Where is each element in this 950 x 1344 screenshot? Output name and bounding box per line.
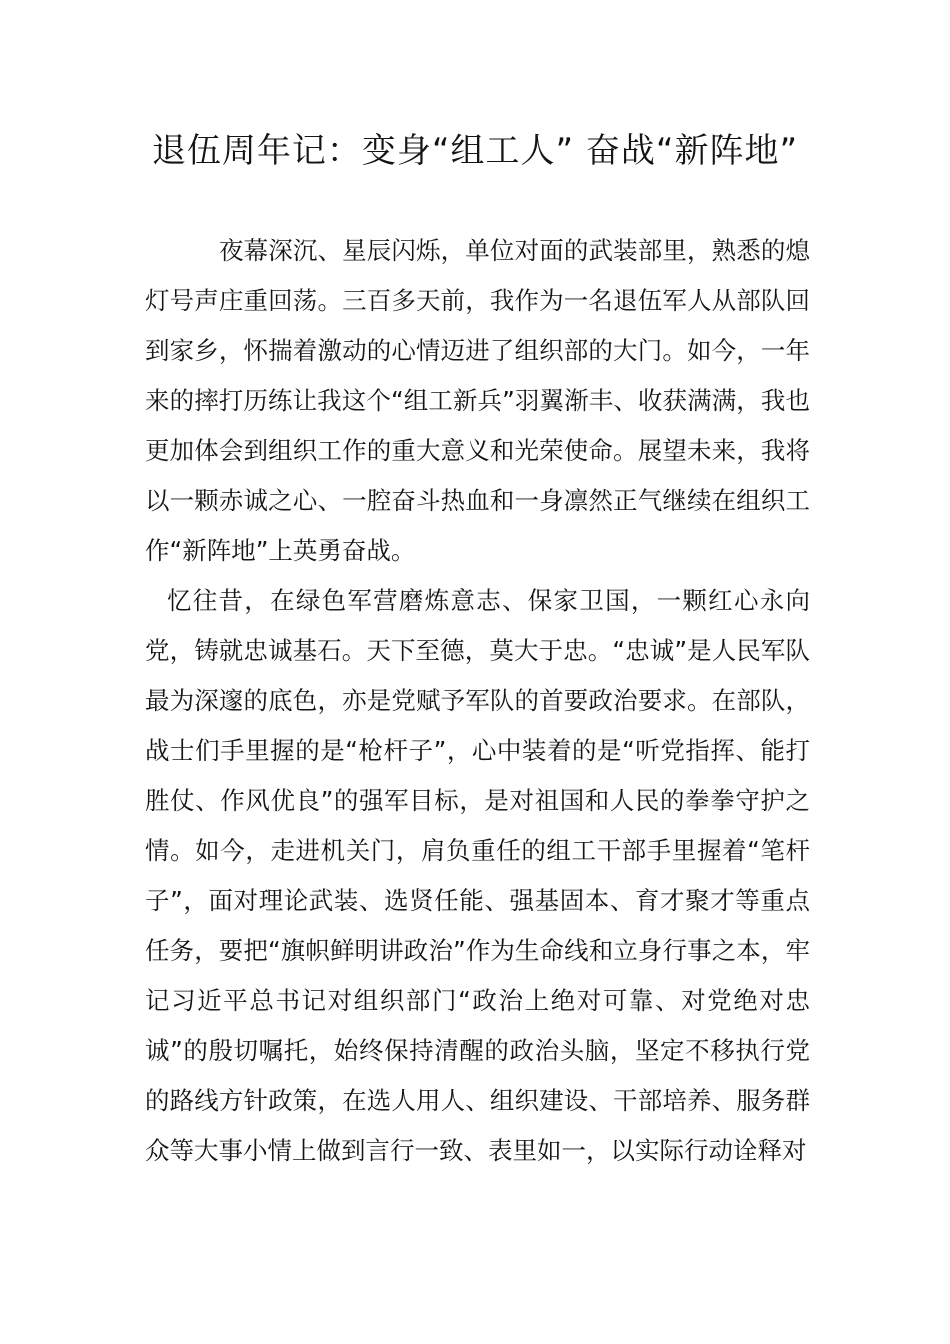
- paragraph-2: 忆往昔，在绿色军营磨炼意志、保家卫国，一颗红心永向党，铸就忠诚基石。天下至德，莫大于忠。“忠诚”是人民军队最为深邃的底色，亦是党赋予军队的首要政治要求。在部队，战士们手里握的是“枪杆子”，心中装着的是“听党指挥、能打胜仗、作风优良”的强军目标，是对祖国和人民的拳拳守护之情。如今，走进机关门，肩负重任的组工干部手里握着“笔杆子”，面对理论武装、选贤任能、强基固本、育才聚才等重点任务，要把“旗帜鲜明讲政治”作为生命线和立身行事之本，牢记习近平总书记对组织部门“政治上绝对可靠、对党绝对忠诚”的殷切嘱托，始终保持清醒的政治头脑，坚定不移执行党的路线方针政策，在选人用人、组织建设、干部培养、服务群众等大事小情上做到言行一致、表里如一，以实际行动诠释对: [145, 586, 810, 1165]
- paragraph-1: 夜幕深沉、星辰闪烁，单位对面的武装部里，熟悉的熄灯号声庄重回荡。三百多天前，我作为一名退伍军人从部队回到家乡，怀揣着激动的心情迈进了组织部的大门。如今，一年来的摔打历练让我这个“组工新兵”羽翼渐丰、收获满满，我也更加体会到组织工作的重大意义和光荣使命。展望未来，我将以一颗赤诚之心、一腔奋斗热血和一身凛然正气继续在组织工作“新阵地”上英勇奋战。: [145, 236, 810, 565]
- document-title: 退伍周年记：变身“组工人” 奋战“新阵地”: [151, 131, 799, 171]
